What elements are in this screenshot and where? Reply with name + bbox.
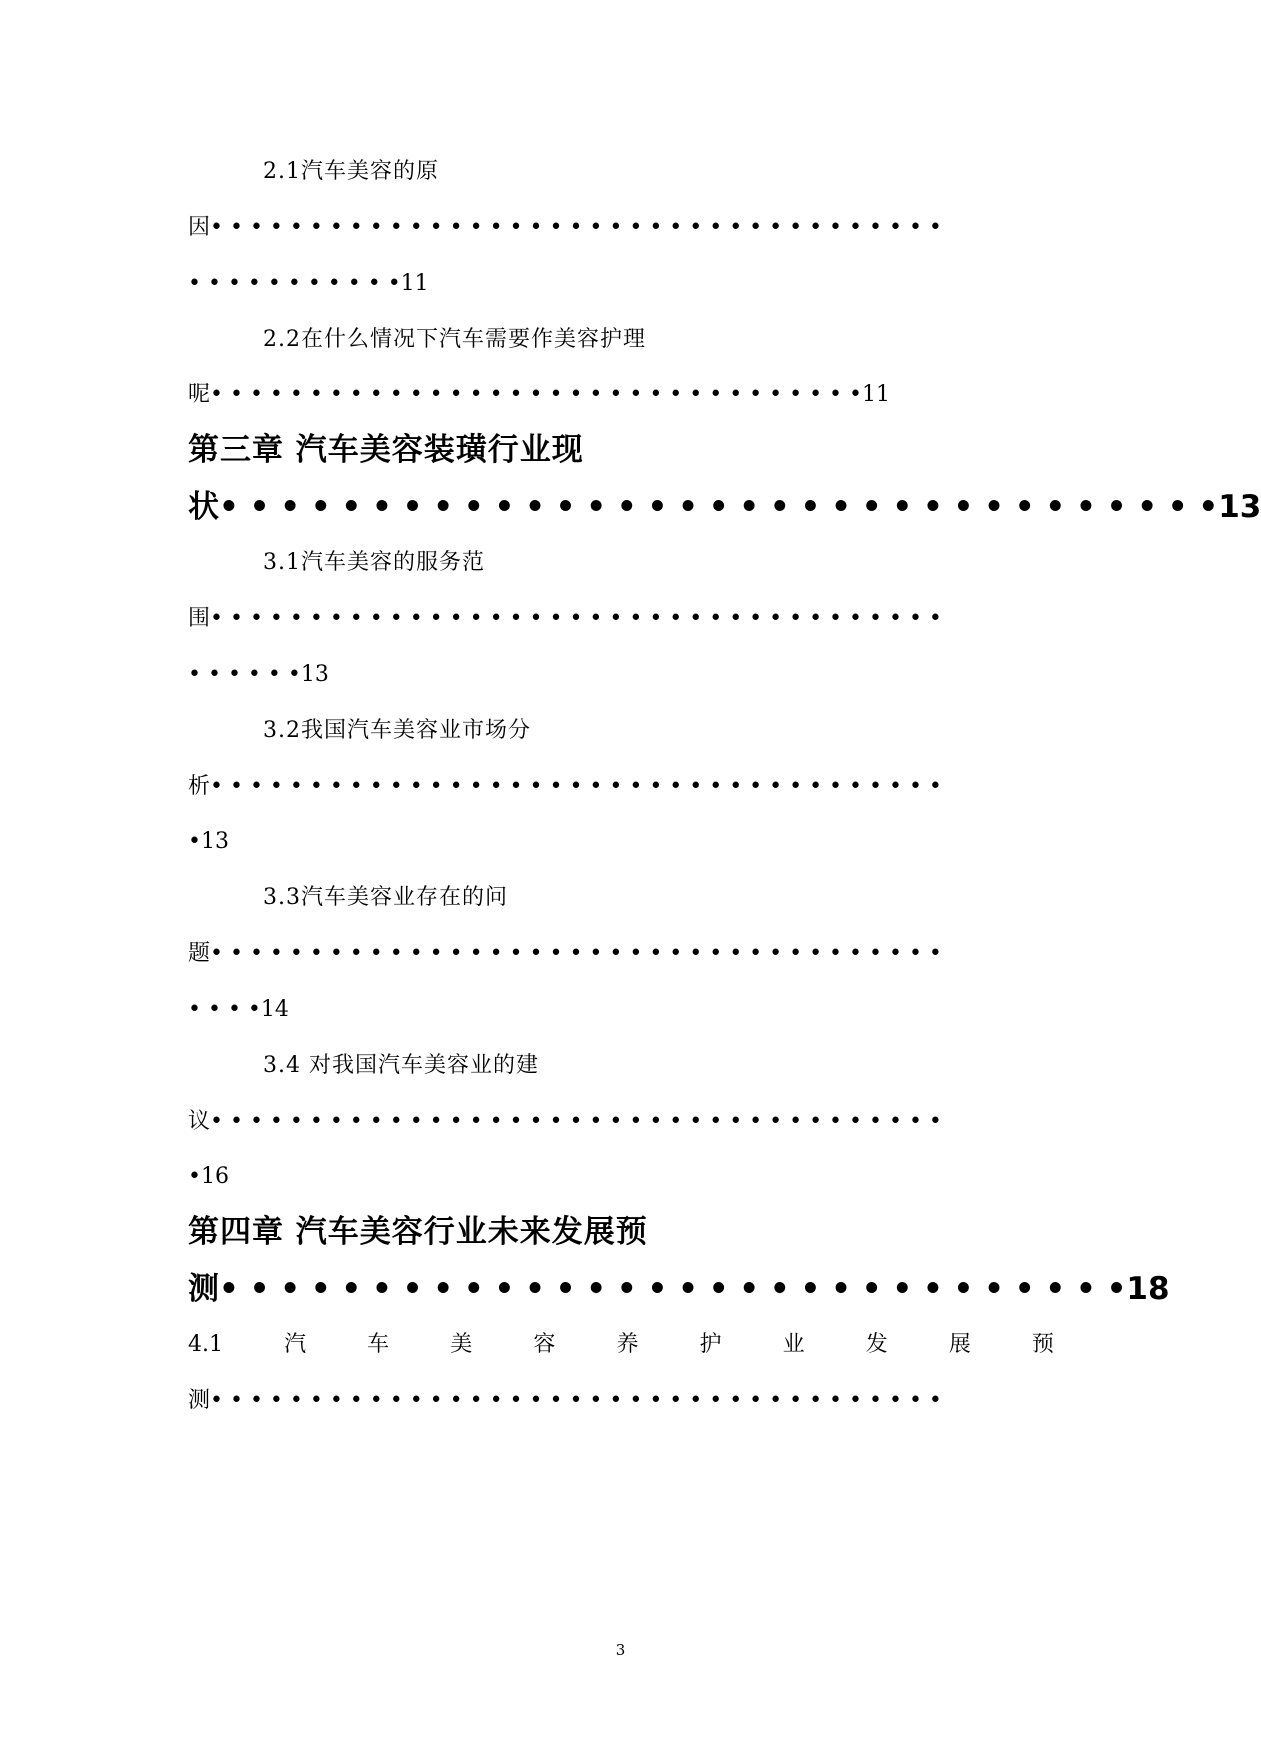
toc-page-ref-3-2: •13 [188,829,229,854]
toc-chapter-4-title: 第四章 汽车美容行业未来发展预 [188,1214,648,1250]
toc-leader-line: 因• • • • • • • • • • • • • • • • • • • • • • • • • • • • • • • • • • • • • [188,215,942,240]
toc-char: 车 [367,1332,390,1357]
toc-char: 展 [948,1332,971,1357]
toc-entry-3-4-title: 3.4 对我国汽车美容业的建 [263,1053,539,1078]
toc-page-ref-2-1: • • • • • • • • • • •11 [188,271,429,296]
toc-leader-line: 议• • • • • • • • • • • • • • • • • • • • • • • • • • • • • • • • • • • • • [188,1109,942,1134]
toc-char: 预 [1031,1332,1054,1357]
toc-page-ref-2-2: 呢• • • • • • • • • • • • • • • • • • • • • • • • • • • • • • • • •11 [188,382,891,407]
toc-char: 发 [865,1332,888,1357]
toc-page-ref-3-4: •16 [188,1164,229,1189]
toc-char: 美 [450,1332,473,1357]
page-number: 3 [615,1641,626,1659]
toc-leader-line: 测• • • • • • • • • • • • • • • • • • • • • • • • • • • • • • • • • • • • • [188,1388,942,1413]
toc-char: 业 [782,1332,805,1357]
toc-page-ref-chapter-4: 测• • • • • • • • • • • • • • • • • • • • • • • • • • • • • •18 [188,1271,1170,1307]
toc-entry-2-2-title: 2.2在什么情况下汽车需要作美容护理 [263,327,646,352]
toc-leader-line: 析• • • • • • • • • • • • • • • • • • • • • • • • • • • • • • • • • • • • • [188,774,942,799]
toc-char: 容 [533,1332,556,1357]
toc-char: 养 [616,1332,639,1357]
toc-leader-line: 题• • • • • • • • • • • • • • • • • • • • • • • • • • • • • • • • • • • • • [188,941,942,966]
toc-char: 汽 [284,1332,307,1357]
toc-entry-3-2-title: 3.2我国汽车美容业市场分 [263,718,531,743]
toc-entry-3-3-title: 3.3汽车美容业存在的问 [263,885,508,910]
toc-leader-line: 围• • • • • • • • • • • • • • • • • • • • • • • • • • • • • • • • • • • • • [188,606,942,631]
toc-page-ref-chapter-3: 状• • • • • • • • • • • • • • • • • • • • • • • • • • • • • • • • •13 [188,489,1261,525]
toc-page-ref-3-3: • • • •14 [188,997,289,1022]
toc-entry-2-1-title: 2.1汽车美容的原 [263,159,439,184]
toc-entry-4-1-number: 4.1 [188,1332,223,1357]
toc-entry-4-1-title [188,1325,1068,1365]
toc-entry-4-1-spread-text [188,1325,1054,1365]
toc-char: 护 [699,1332,722,1357]
toc-page-ref-3-1: • • • • • •13 [188,662,329,687]
toc-chapter-3-title: 第三章 汽车美容装璜行业现 [188,432,584,468]
toc-entry-3-1-title: 3.1汽车美容的服务范 [263,550,485,575]
